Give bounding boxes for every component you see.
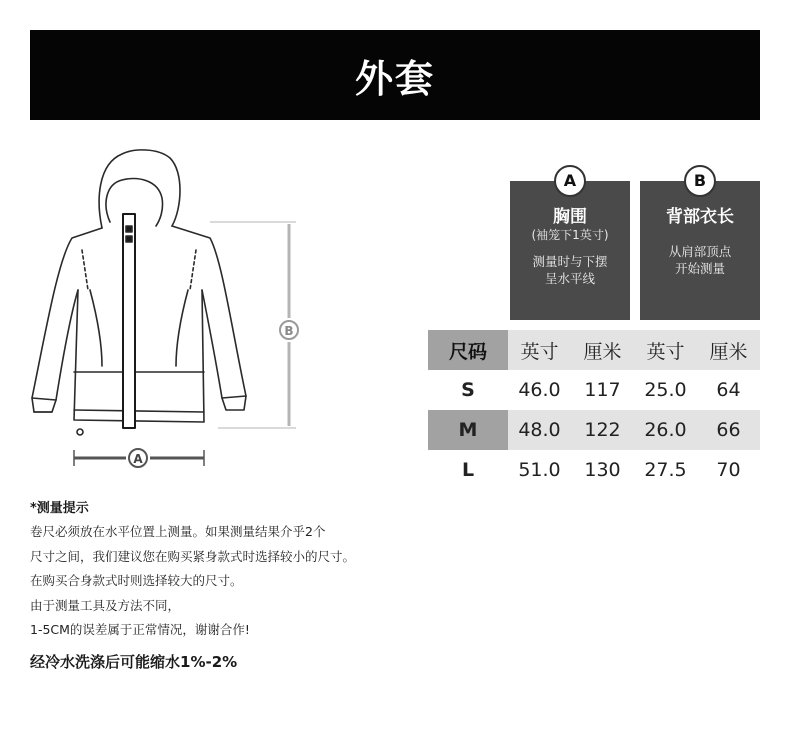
jacket-hood bbox=[99, 150, 180, 228]
header-back-inch: 英寸 bbox=[634, 330, 697, 370]
back-length-title: 背部衣长 bbox=[666, 207, 734, 227]
notes-line: 卷尺必须放在水平位置上测量。如果测量结果介乎2个 bbox=[30, 524, 326, 539]
header-back-cm: 厘米 bbox=[697, 330, 760, 370]
shrinkage-note: 经冷水洗涤后可能缩水1%-2% bbox=[30, 652, 238, 671]
notes-line: 由于测量工具及方法不同， bbox=[30, 597, 181, 613]
table-cell: 51.0 bbox=[518, 459, 561, 481]
size-table bbox=[428, 330, 760, 490]
table-row bbox=[428, 410, 760, 450]
table-cell: 122 bbox=[571, 410, 634, 450]
table-row bbox=[428, 370, 760, 410]
table-cell: 46.0 bbox=[518, 379, 561, 401]
table-cell: 25.0 bbox=[644, 379, 687, 401]
table-cell: 70 bbox=[716, 459, 741, 481]
table-row bbox=[428, 450, 760, 490]
measurement-notes bbox=[30, 498, 450, 675]
table-cell: 117 bbox=[584, 379, 621, 401]
marker-b-label: B bbox=[284, 324, 294, 338]
page-title: 外套 bbox=[354, 56, 435, 101]
title-banner bbox=[30, 30, 760, 120]
jacket-zipper bbox=[123, 214, 135, 428]
badge-a: A bbox=[554, 165, 586, 197]
badge-b: B bbox=[684, 165, 716, 197]
header-chest-cm: 厘米 bbox=[571, 330, 634, 370]
table-cell: 48.0 bbox=[508, 410, 571, 450]
jacket-right-sleeve bbox=[172, 226, 246, 410]
table-cell: 26.0 bbox=[634, 410, 697, 450]
size-cell: S bbox=[461, 379, 475, 401]
table-cell: 64 bbox=[716, 379, 741, 401]
header-size: 尺码 bbox=[428, 330, 508, 370]
table-cell: 130 bbox=[584, 459, 621, 481]
jacket-left-sleeve bbox=[32, 228, 102, 412]
size-cell: L bbox=[461, 459, 475, 481]
notes-line: 尺寸之间，我们建议您在购买紧身款式时选择较小的尺寸。 bbox=[30, 548, 356, 564]
header-chest-inch: 英寸 bbox=[508, 330, 571, 370]
notes-line: 在购买合身款式时则选择较大的尺寸。 bbox=[30, 573, 243, 588]
jacket-diagram bbox=[18, 140, 318, 480]
chest-subtitle: (袖笼下1英寸) bbox=[531, 228, 609, 242]
table-cell: 27.5 bbox=[644, 459, 687, 481]
measure-card-chest bbox=[510, 171, 630, 320]
size-cell: M bbox=[428, 410, 508, 450]
notes-line: 1-5CM的误差属于正常情况，谢谢合作! bbox=[30, 622, 250, 637]
back-length-description: 从肩部顶点 开始测量 bbox=[668, 244, 732, 276]
measure-card-back-length bbox=[640, 171, 760, 320]
marker-a-label: A bbox=[133, 452, 143, 466]
chest-description: 测量时与下摆 呈水平线 bbox=[532, 254, 608, 286]
chest-title: 胸围 bbox=[553, 207, 587, 227]
table-cell: 66 bbox=[697, 410, 760, 450]
table-header-row bbox=[428, 330, 760, 370]
notes-heading: *测量提示 bbox=[30, 501, 89, 516]
jacket-body bbox=[74, 290, 204, 422]
